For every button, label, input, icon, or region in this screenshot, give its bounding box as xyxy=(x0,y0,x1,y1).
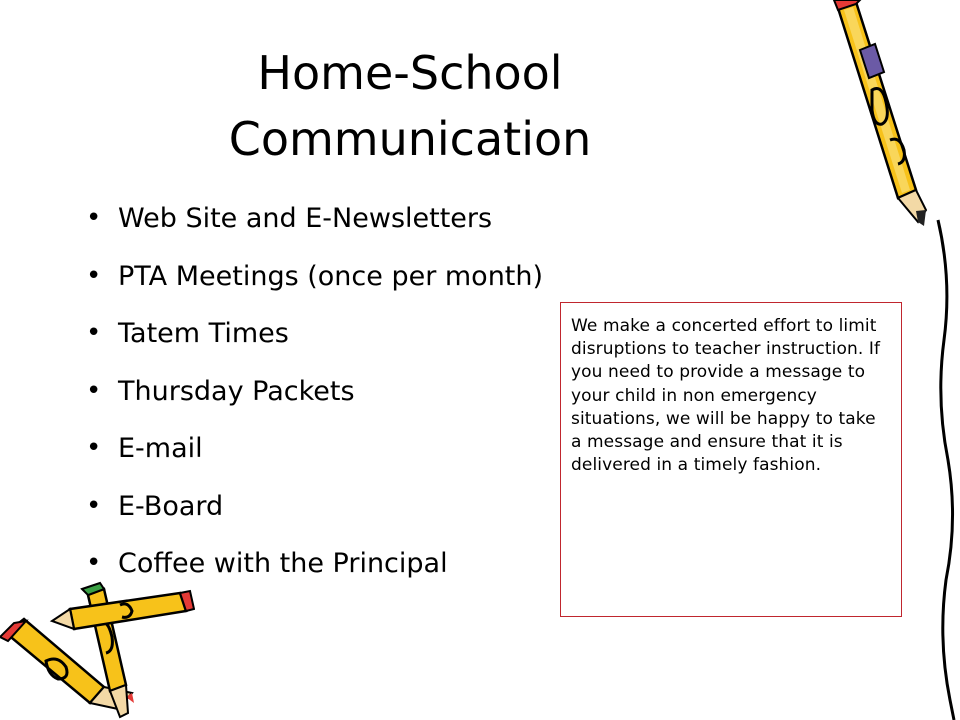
bullet-item xyxy=(80,305,543,363)
note-text: We make a concerted effort to limit disruptions to teacher instruction. If you need to provide a message to your child in non emergency situations, we will be happy to take a message and ensure that it is delivered in a timely fashion. xyxy=(571,316,881,476)
bullet-item xyxy=(80,248,543,306)
slide-title xyxy=(180,40,640,172)
bullet-dot: • xyxy=(86,490,102,521)
bullet-text: PTA Meetings (once per month) xyxy=(118,260,544,292)
title-line-1: Home-School xyxy=(257,46,563,100)
right-edge-line xyxy=(938,220,954,720)
bullet-text: E-Board xyxy=(118,490,224,522)
bullet-text: E-mail xyxy=(118,433,203,464)
bullet-item xyxy=(80,478,543,536)
pencils-icon-bottom-left xyxy=(0,575,195,720)
bullet-item xyxy=(80,190,543,248)
bullet-dot: • xyxy=(86,203,102,233)
bullet-item xyxy=(80,420,543,478)
bullet-dot: • xyxy=(86,375,102,406)
bullet-list xyxy=(80,190,543,593)
bullet-text: Web Site and E-Newsletters xyxy=(118,203,493,234)
pencil-icon-right xyxy=(820,0,960,720)
bullet-dot: • xyxy=(86,318,102,348)
bullet-dot: • xyxy=(86,433,102,463)
bullet-dot: • xyxy=(86,260,102,291)
bullet-text: Tatem Times xyxy=(118,318,289,349)
bullet-item xyxy=(80,363,543,421)
bullet-dot: • xyxy=(86,548,102,578)
pencil-right-body xyxy=(834,0,926,226)
title-line-2: Communication xyxy=(228,112,592,166)
bullet-text: Thursday Packets xyxy=(118,375,355,407)
pencil-icon-bottom-left-c xyxy=(52,591,194,629)
bullet-text: Coffee with the Principal xyxy=(118,548,448,579)
